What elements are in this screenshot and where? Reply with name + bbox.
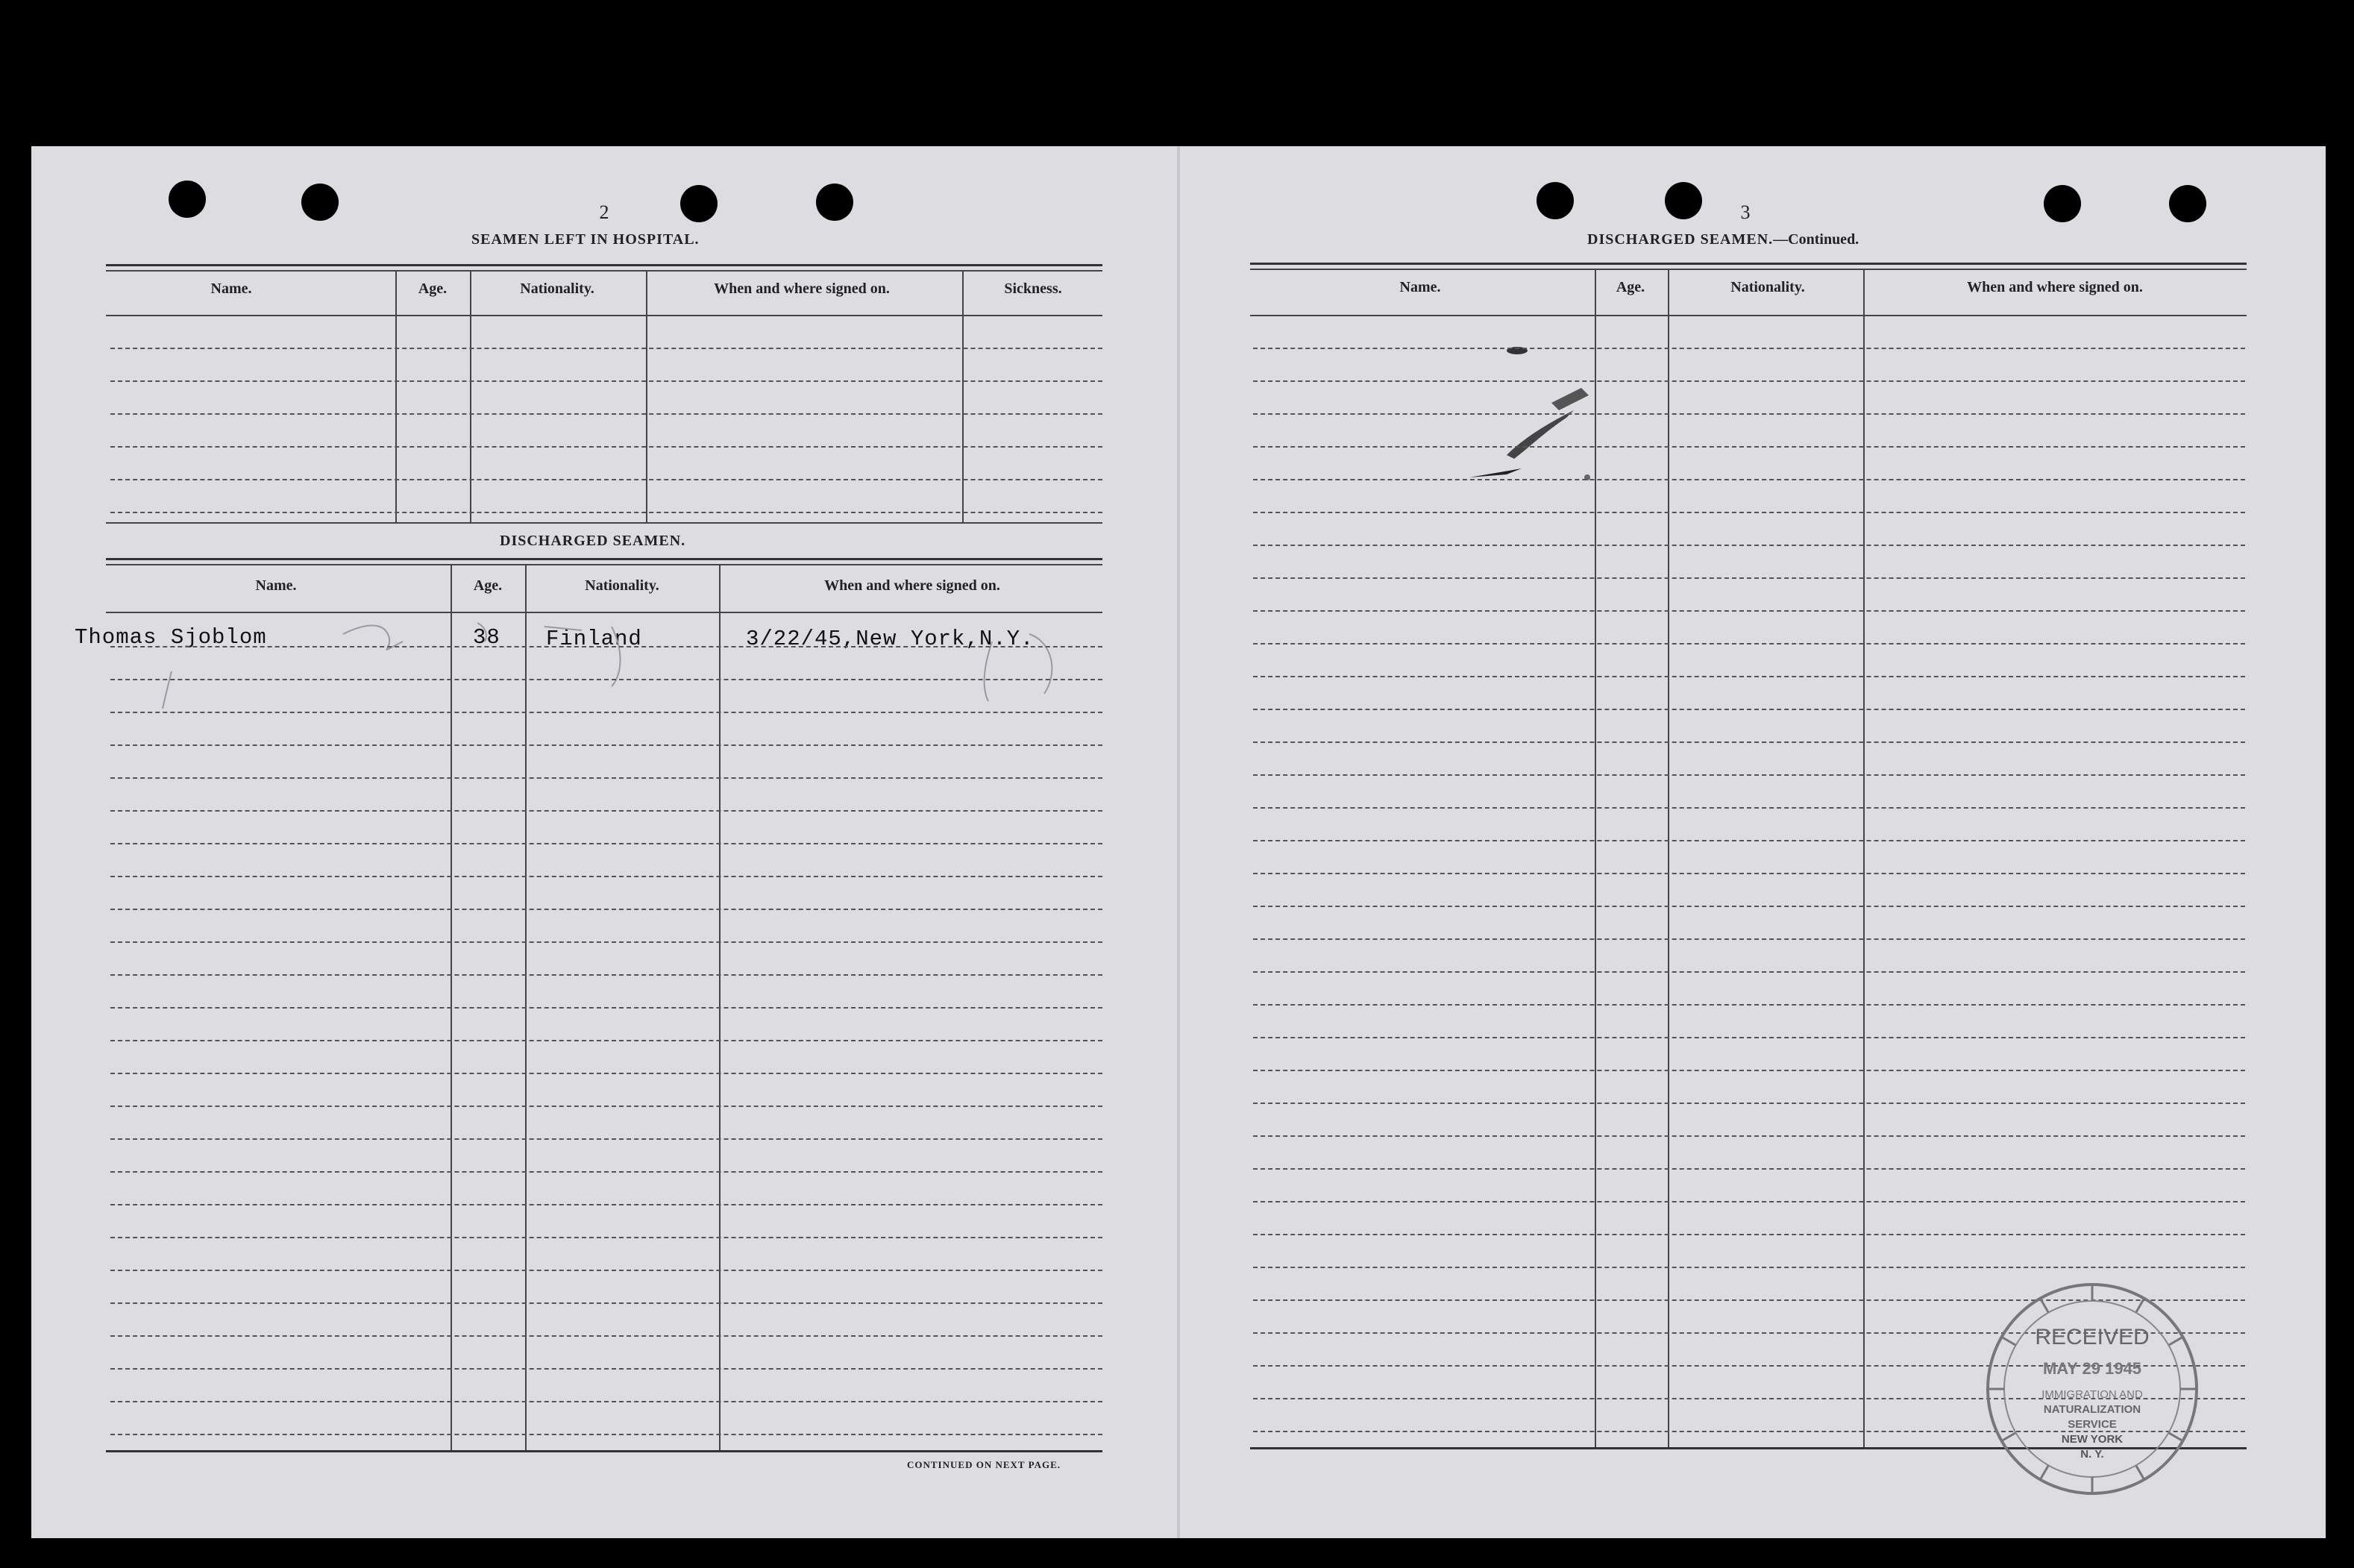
entry-line <box>1253 610 2245 612</box>
entry-line <box>110 348 1102 349</box>
seaman-nationality: Finland <box>546 627 642 651</box>
stamp-line3: IMMIGRATION AND <box>2041 1388 2143 1401</box>
punch-hole <box>680 185 718 222</box>
entry-line <box>1253 1234 2245 1235</box>
entry-line <box>110 1302 1102 1304</box>
entry-line <box>1253 643 2245 645</box>
section-rule <box>106 522 1102 524</box>
entry-line <box>110 479 1102 480</box>
table-top-rule <box>1250 269 2247 270</box>
stamp-received: RECEIVED <box>2035 1325 2150 1349</box>
entry-line <box>110 512 1102 513</box>
punch-hole <box>2169 185 2206 222</box>
page-number: 2 <box>599 201 609 223</box>
entry-line <box>1253 1037 2245 1038</box>
continued-note: CONTINUED ON NEXT PAGE. <box>907 1459 1061 1470</box>
punch-hole <box>2044 185 2081 222</box>
stamp-line5: SERVICE <box>2068 1418 2117 1431</box>
page-fold <box>1177 146 1180 1538</box>
column-header-nationality: Nationality. <box>520 280 594 297</box>
entry-line <box>1253 774 2245 776</box>
punch-hole <box>1537 182 1574 219</box>
punch-hole <box>169 181 206 218</box>
entry-line <box>110 843 1102 844</box>
entry-line <box>1253 1267 2245 1268</box>
entry-line <box>110 744 1102 746</box>
entry-line <box>110 679 1102 680</box>
stamp-line4: NATURALIZATION <box>2043 1403 2141 1416</box>
received-stamp <box>1969 1277 2215 1501</box>
entry-line <box>1253 446 2245 448</box>
table-bottom-rule <box>106 1450 1102 1452</box>
entry-line <box>1253 348 2245 349</box>
entry-line <box>1253 1135 2245 1137</box>
entry-line <box>110 974 1102 976</box>
entry-line <box>110 1368 1102 1370</box>
seaman-signed-on: 3/22/45,New York,N.Y. <box>746 627 1035 651</box>
entry-line <box>1253 840 2245 841</box>
entry-line <box>1253 380 2245 382</box>
entry-line <box>110 810 1102 812</box>
entry-line <box>1253 873 2245 874</box>
entry-line <box>110 1040 1102 1041</box>
ink-smudge <box>1462 336 1633 507</box>
entry-line <box>110 1401 1102 1402</box>
page-number: 3 <box>1740 201 1751 223</box>
table-top-rule <box>106 264 1102 266</box>
table-top-rule <box>106 564 1102 565</box>
entry-line <box>1253 413 2245 415</box>
entry-line <box>110 1138 1102 1140</box>
column-header-age: Age. <box>418 280 448 297</box>
stamp-date: MAY 29 1945 <box>2042 1359 2142 1378</box>
entry-line <box>110 1434 1102 1435</box>
column-header-name: Name. <box>210 280 252 297</box>
entry-line <box>1253 676 2245 677</box>
entry-line <box>1253 741 2245 743</box>
punch-hole <box>301 184 339 221</box>
discharged-continued-title-suffix: —Continued. <box>1773 231 1859 248</box>
column-header-age: Age. <box>1616 279 1645 295</box>
column-header-name: Name. <box>255 577 297 594</box>
discharged-continued-title-main: DISCHARGED SEAMEN. <box>1587 231 1774 248</box>
column-header-nationality: Nationality. <box>585 577 659 594</box>
entry-line <box>110 1204 1102 1205</box>
header-rule <box>106 315 1102 316</box>
entry-line <box>110 446 1102 448</box>
header-rule <box>1250 315 2247 316</box>
column-divider <box>646 270 647 522</box>
pencil-annotation <box>60 612 1104 716</box>
table-top-rule <box>106 558 1102 560</box>
column-header-name: Name. <box>1399 279 1441 295</box>
entry-line <box>110 1106 1102 1107</box>
entry-line <box>110 1073 1102 1074</box>
column-header-signed-on: When and where signed on. <box>824 577 1000 594</box>
entry-line <box>110 1270 1102 1271</box>
entry-line <box>1253 971 2245 973</box>
discharged-section-title: DISCHARGED SEAMEN. <box>500 533 686 549</box>
column-header-signed-on: When and where signed on. <box>1967 279 2143 295</box>
table-top-rule <box>106 270 1102 272</box>
entry-line <box>1253 479 2245 480</box>
entry-line <box>1253 1070 2245 1071</box>
column-divider <box>962 270 964 522</box>
table-top-rule <box>1250 263 2247 265</box>
entry-line <box>110 909 1102 910</box>
entry-line <box>1253 1168 2245 1170</box>
entry-line <box>1253 577 2245 579</box>
column-divider <box>470 270 471 522</box>
hospital-section-title: SEAMEN LEFT IN HOSPITAL. <box>471 231 700 248</box>
entry-line <box>110 876 1102 877</box>
entry-line <box>110 413 1102 415</box>
seaman-name: Thomas Sjoblom <box>75 625 267 650</box>
column-header-signed-on: When and where signed on. <box>714 280 890 297</box>
entry-line <box>1253 1103 2245 1104</box>
stamp-line6: NEW YORK <box>2061 1433 2124 1446</box>
column-header-nationality: Nationality. <box>1730 279 1805 295</box>
entry-line <box>1253 1004 2245 1006</box>
punch-hole <box>1665 182 1702 219</box>
entry-line <box>110 941 1102 943</box>
column-divider <box>395 270 397 522</box>
entry-line <box>1253 512 2245 513</box>
entry-line <box>1253 1201 2245 1202</box>
column-header-sickness: Sickness. <box>1004 280 1062 297</box>
column-header-age: Age. <box>473 577 503 594</box>
entry-line <box>1253 906 2245 907</box>
discharged-continued-title <box>1587 231 1859 248</box>
left-page <box>31 146 1178 1538</box>
entry-line <box>110 1171 1102 1173</box>
entry-line <box>110 1007 1102 1009</box>
stamp-line7: N. Y. <box>2080 1448 2104 1461</box>
entry-line <box>110 1335 1102 1337</box>
seaman-age: 38 <box>473 625 500 650</box>
entry-line <box>1253 545 2245 546</box>
entry-line <box>110 646 1102 647</box>
entry-line <box>1253 938 2245 940</box>
entry-line <box>110 712 1102 713</box>
entry-line <box>1253 709 2245 710</box>
entry-line <box>110 777 1102 779</box>
entry-line <box>110 380 1102 382</box>
entry-line <box>110 1237 1102 1238</box>
punch-hole <box>816 184 853 221</box>
entry-line <box>1253 807 2245 809</box>
